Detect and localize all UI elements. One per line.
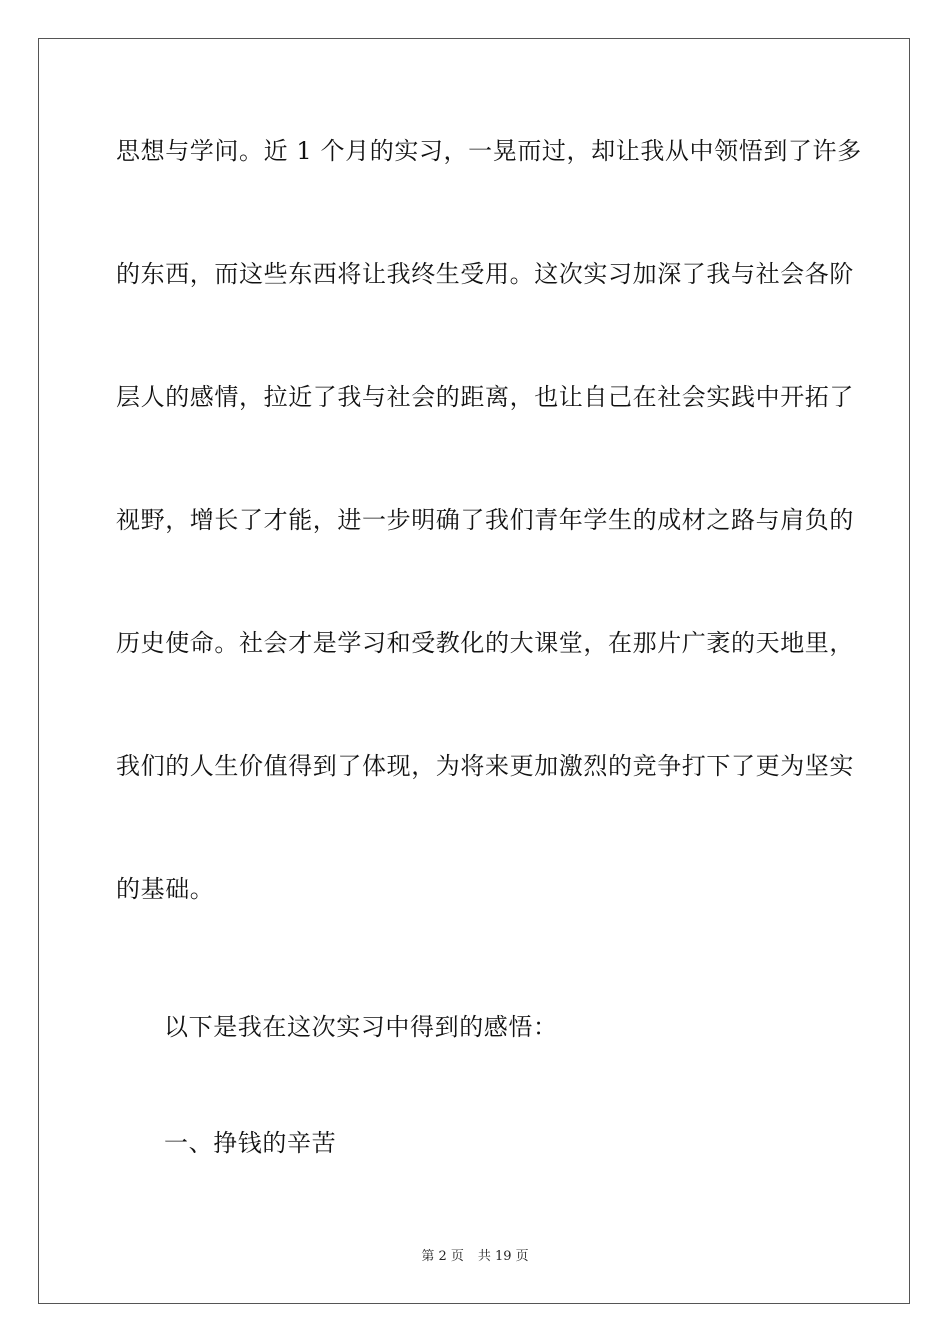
page-total: 共 19 页 <box>477 1249 529 1264</box>
page-number: 第 2 页 <box>421 1249 464 1264</box>
paragraph-line: 层人的感情，拉近了我与社会的距离，也让自己在社会实践中开拓了 <box>116 383 854 411</box>
intro-line: 以下是我在这次实习中得到的感悟： <box>164 1013 558 1041</box>
paragraph-line: 思想与学问。近 1 个月的实习，一晃而过，却让我从中领悟到了许多 <box>116 137 862 165</box>
page-frame <box>38 38 910 1304</box>
section-heading: 一、挣钱的辛苦 <box>164 1129 337 1157</box>
page-footer <box>0 1248 950 1266</box>
paragraph-line: 的基础。 <box>116 875 215 903</box>
paragraph-line: 的东西，而这些东西将让我终生受用。这次实习加深了我与社会各阶 <box>116 260 854 288</box>
paragraph-line: 历史使命。社会才是学习和受教化的大课堂，在那片广袤的天地里， <box>116 629 854 657</box>
paragraph-line: 我们的人生价值得到了体现，为将来更加激烈的竞争打下了更为坚实 <box>116 752 854 780</box>
paragraph-line: 视野，增长了才能，进一步明确了我们青年学生的成材之路与肩负的 <box>116 506 854 534</box>
